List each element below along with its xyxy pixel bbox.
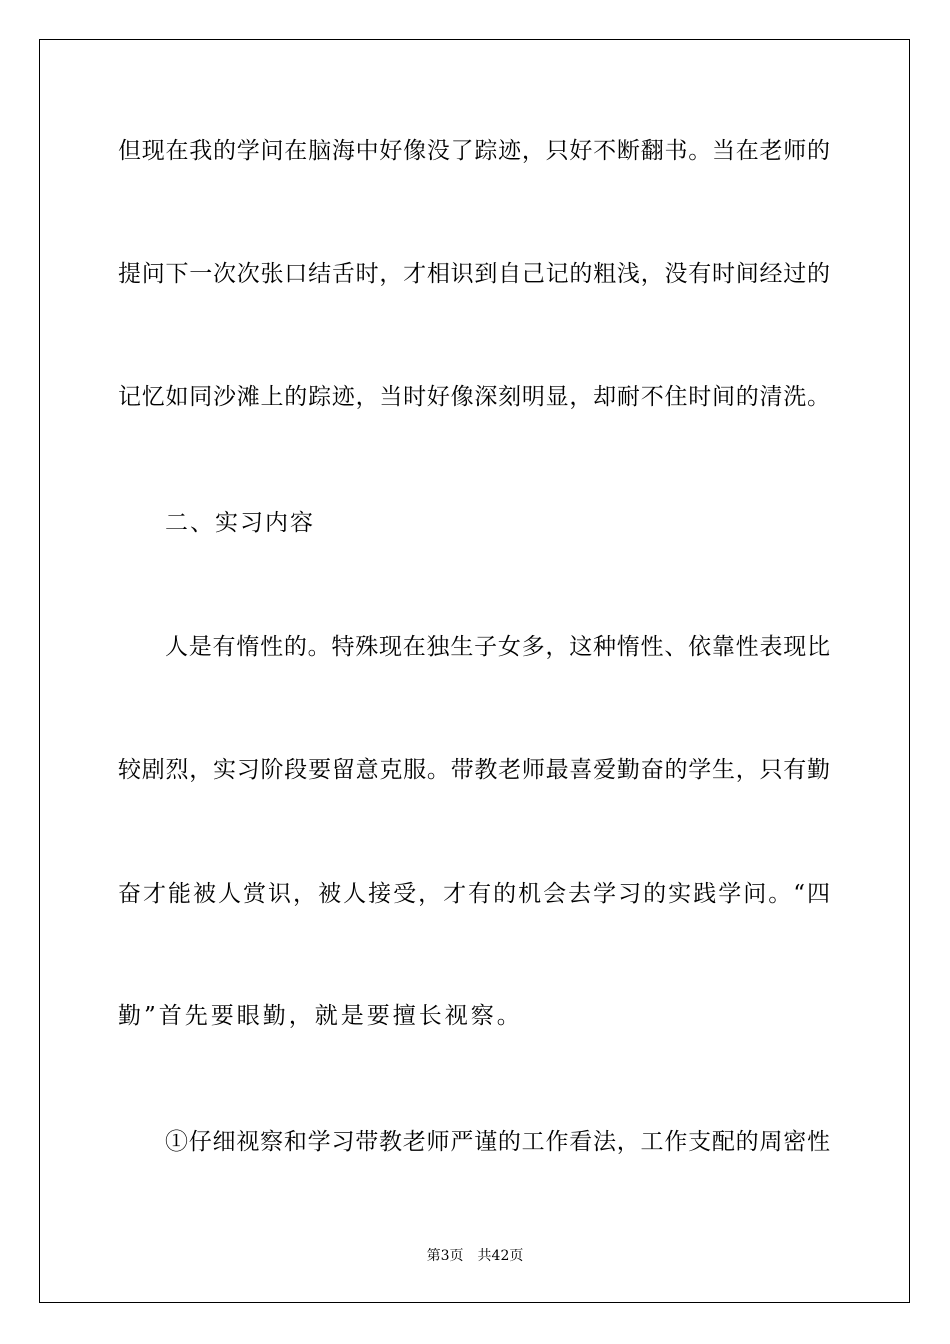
body-line-6: 奋才能被人赏识，被人接受，才有的机会去学习的实践学问。“四 xyxy=(118,881,830,907)
page-border xyxy=(39,39,910,1303)
body-line-2: 提问下一次次张口结舌时，才相识到自己记的粗浅，没有时间经过的 xyxy=(118,261,830,287)
page-number: 第3页 xyxy=(426,1248,464,1264)
body-line-8: ①仔细视察和学习带教老师严谨的工作看法，工作支配的周密性 xyxy=(165,1129,830,1155)
page-total: 共42页 xyxy=(477,1248,524,1264)
section-heading: 二、实习内容 xyxy=(165,510,315,536)
body-line-1: 但现在我的学问在脑海中好像没了踪迹，只好不断翻书。当在老师的 xyxy=(118,138,830,164)
body-line-4: 人是有惰性的。特殊现在独生子女多，这种惰性、依靠性表现比 xyxy=(165,634,830,660)
page-footer xyxy=(0,1245,950,1265)
body-line-5: 较剧烈，实习阶段要留意克服。带教老师最喜爱勤奋的学生，只有勤 xyxy=(118,757,830,783)
body-line-3: 记忆如同沙滩上的踪迹，当时好像深刻明显，却耐不住时间的清洗。 xyxy=(118,384,830,410)
body-line-7: 勤”首先要眼勤，就是要擅长视察。 xyxy=(118,1003,523,1029)
